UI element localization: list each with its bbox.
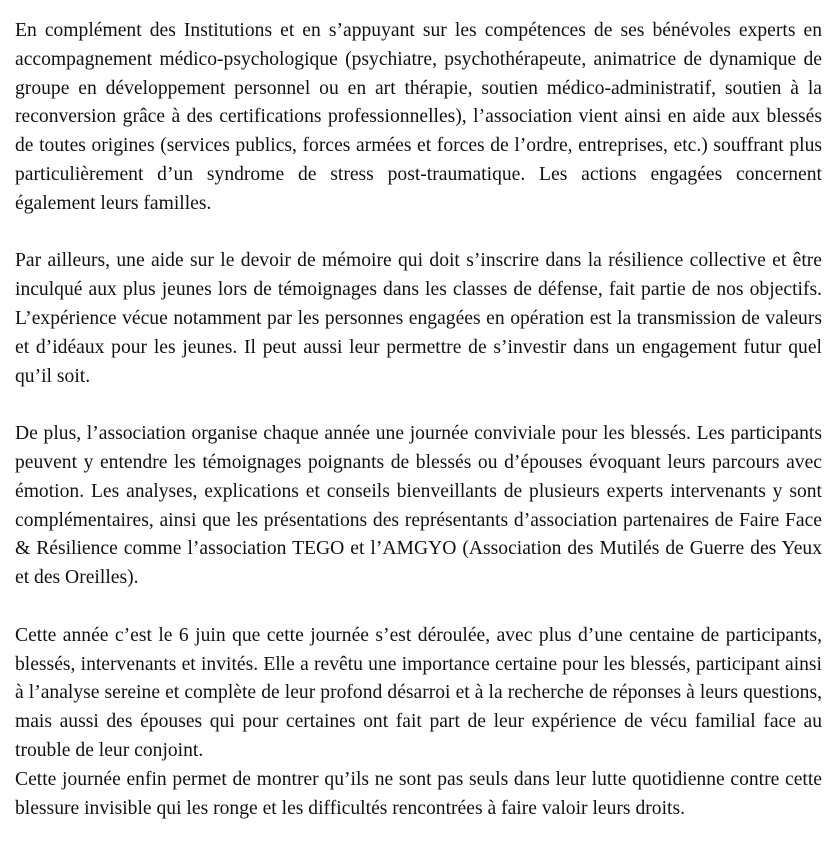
paragraph-this-year: Cette année c’est le 6 juin que cette journée s’est déroulée, avec plus d’une centaine de participants, blessés, intervenants et invités. Elle a revêtu une importance certaine pour les blessés, participant ainsi à l’analyse sereine et complète de leur profond désarroi et à la recherche de réponses à leurs questions, mais aussi des épouses qui pour certaines ont fait part de leur expérience de vécu familial face au trouble de leur conjoint. — [15, 624, 822, 761]
paragraph-annual-day: De plus, l’association organise chaque année une journée conviviale pour les blessés. Les participants peuvent y entendre les témoignages poignants de blessés ou d’épouses évoquant leurs parcours avec émotion. Les analyses, explications et conseils bienveillants de plusieurs experts intervenants y sont complémentaires, ainsi que les présentations des représentants d’association partenaires de Faire Face & Résilience comme l’association TEGO et l’AMGYO (Association des Mutilés de Guerre des Yeux et des Oreilles). — [15, 423, 822, 589]
paragraph-conclusion: Cette journée enfin permet de montrer qu’ils ne sont pas seuls dans leur lutte quotidienne contre cette blessure invisible qui les ronge et les difficultés rencontrées à faire valoir leurs droits. — [15, 768, 822, 819]
paragraph-spacer — [15, 593, 822, 622]
paragraph-mission: En complément des Institutions et en s’appuyant sur les compétences de ses bénévoles experts en accompagnement médico-psychologique (psychiatre, psychothérapeute, animatrice de dynamique de groupe en développement personnel ou en art thérapie, soutien médico-administratif, soutien à la reconversion grâce à des certifications professionnelles), l’association vient ainsi en aide aux blessés de toutes origines (services publics, forces armées et forces de l’ordre, entreprises, etc.) souffrant plus particulièrement d’un syndrome de stress post-traumatique. Les actions engagées concernent également leurs familles. — [15, 20, 822, 214]
document-body — [15, 17, 822, 823]
paragraph-spacer — [15, 219, 822, 248]
paragraph-memory-duty: Par ailleurs, une aide sur le devoir de mémoire qui doit s’inscrire dans la résilience collective et être inculqué aux plus jeunes lors de témoignages dans les classes de défense, fait partie de nos objectifs. L’expérience vécue notamment par les personnes engagées en opération est la transmission de valeurs et d’idéaux pour les jeunes. Il peut aussi leur permettre de s’investir dans un engagement futur quel qu’il soit. — [15, 250, 822, 387]
paragraph-spacer — [15, 391, 822, 420]
